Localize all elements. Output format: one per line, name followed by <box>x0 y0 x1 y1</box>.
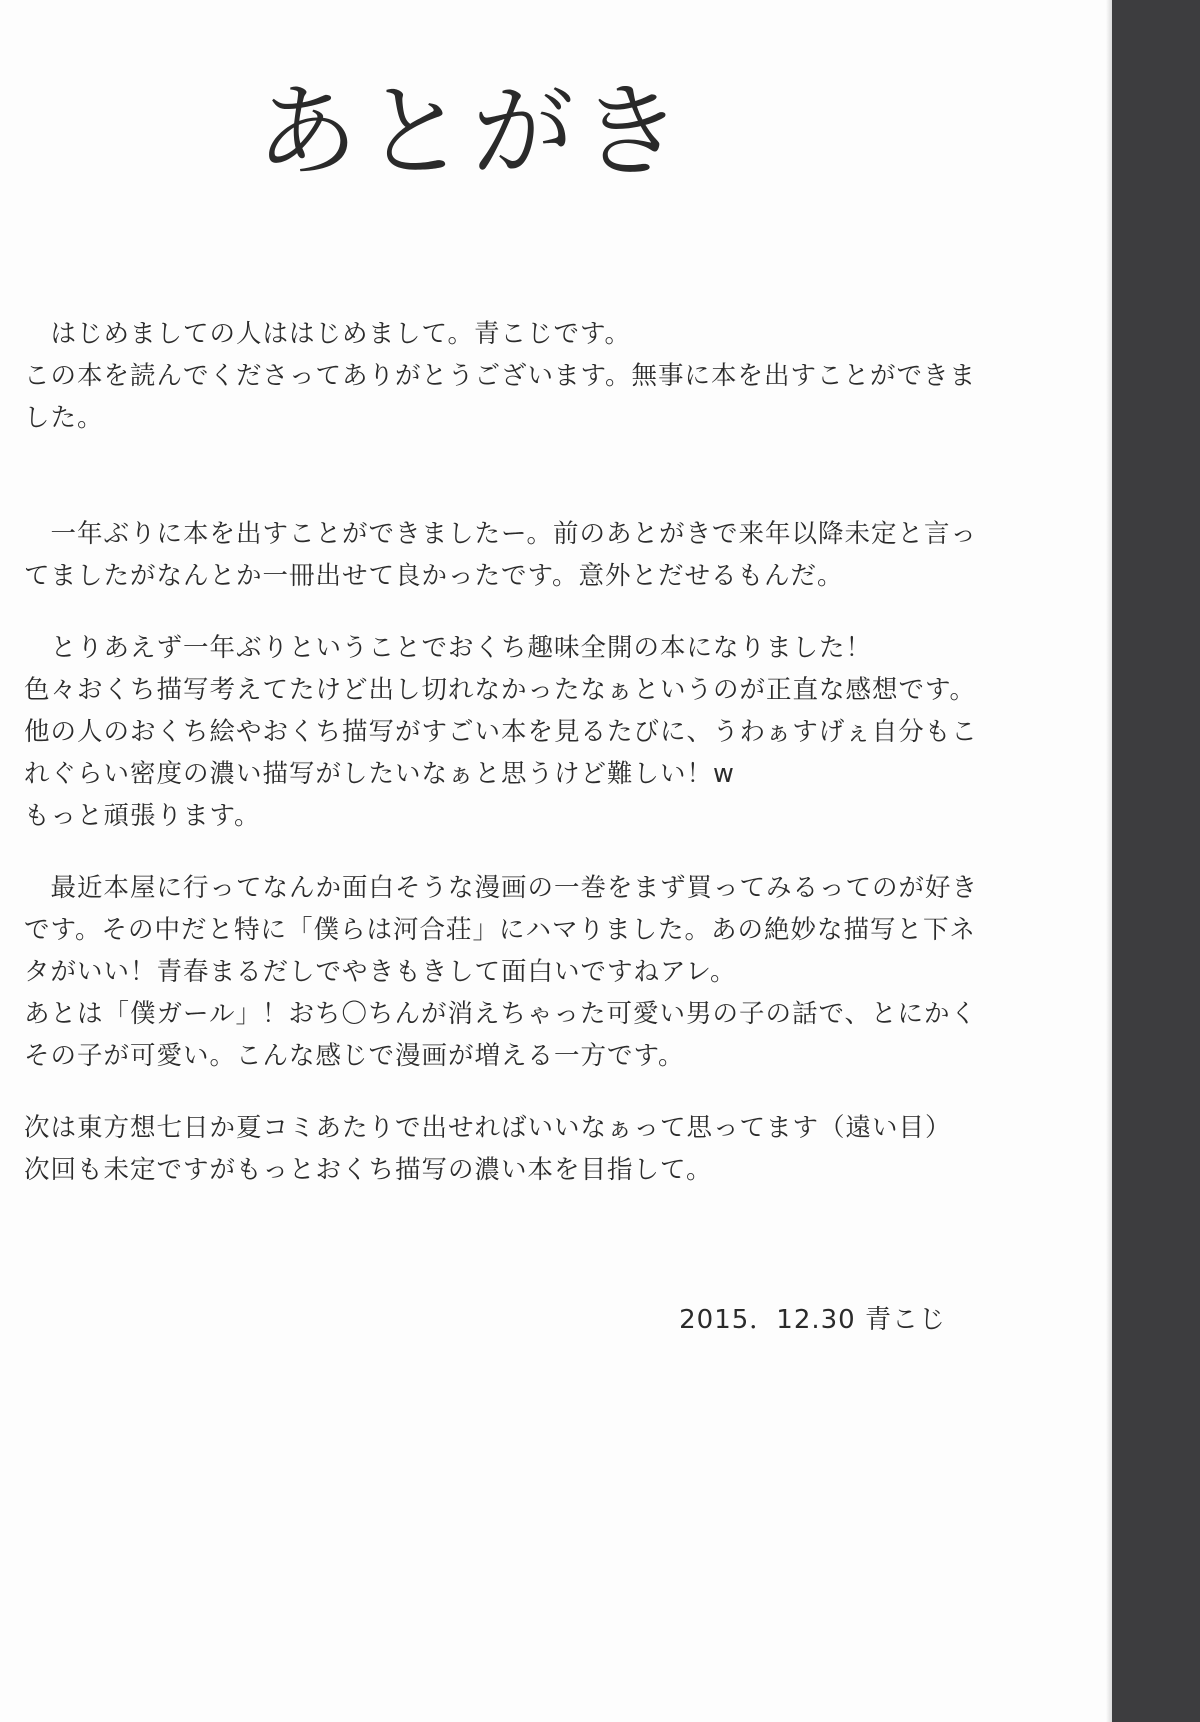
paragraph-manga <box>24 867 1054 1077</box>
text-line: 最近本屋に行ってなんか面白そうな漫画の一巻をまず買ってみるってのが好き <box>24 873 979 903</box>
paragraph-theme <box>24 627 1054 837</box>
scan-dark-edge <box>1112 0 1200 1722</box>
text-line: はじめましての人ははじめまして。青こじです。 <box>24 319 631 349</box>
text-line: もっと頑張ります。 <box>24 801 261 831</box>
page-title: あとがき <box>256 73 688 192</box>
paragraph-release <box>24 513 1054 597</box>
text-line: 他の人のおくち絵やおくち描写がすごい本を見るたびに、うわぁすげぇ自分もこ <box>24 717 978 747</box>
text-line: 色々おくち描写考えてたけど出し切れなかったなぁというのが正直な感想です。 <box>24 675 976 705</box>
signature-date: 2015．12.30 青こじ <box>679 1305 946 1335</box>
text-line: あとは「僕ガール」！おち〇ちんが消えちゃった可愛い男の子の話で、とにかく <box>24 999 977 1029</box>
text-line: とりあえず一年ぶりということでおくち趣味全開の本になりました！ <box>24 633 873 663</box>
text-line: てましたがなんとか一冊出せて良かったです。意外とだせるもんだ。 <box>24 561 844 591</box>
text-line: タがいい！青春まるだしでやきもきして面白いですねアレ。 <box>24 957 737 987</box>
text-line: この本を読んでくださってありがとうございます。無事に本を出すことができま <box>24 361 976 391</box>
text-line: した。 <box>24 403 104 433</box>
paragraph-greeting <box>24 313 1054 439</box>
text-line: 一年ぶりに本を出すことができましたー。前のあとがきで来年以降未定と言っ <box>24 519 977 549</box>
paragraph-next <box>24 1107 1054 1191</box>
text-line: れぐらい密度の濃い描写がしたいなぁと思うけど難しい！w <box>24 759 735 789</box>
text-line: 次は東方想七日か夏コミあたりで出せればいいなぁって思ってます（遠い目） <box>24 1113 952 1143</box>
text-line: その子が可愛い。こんな感じで漫画が増える一方です。 <box>24 1041 685 1071</box>
text-line: です。その中だと特に「僕らは河合荘」にハマりました。あの絶妙な描写と下ネ <box>24 915 976 945</box>
afterword-body <box>24 313 1054 1191</box>
text-line: 次回も未定ですがもっとおくち描写の濃い本を目指して。 <box>24 1155 713 1185</box>
